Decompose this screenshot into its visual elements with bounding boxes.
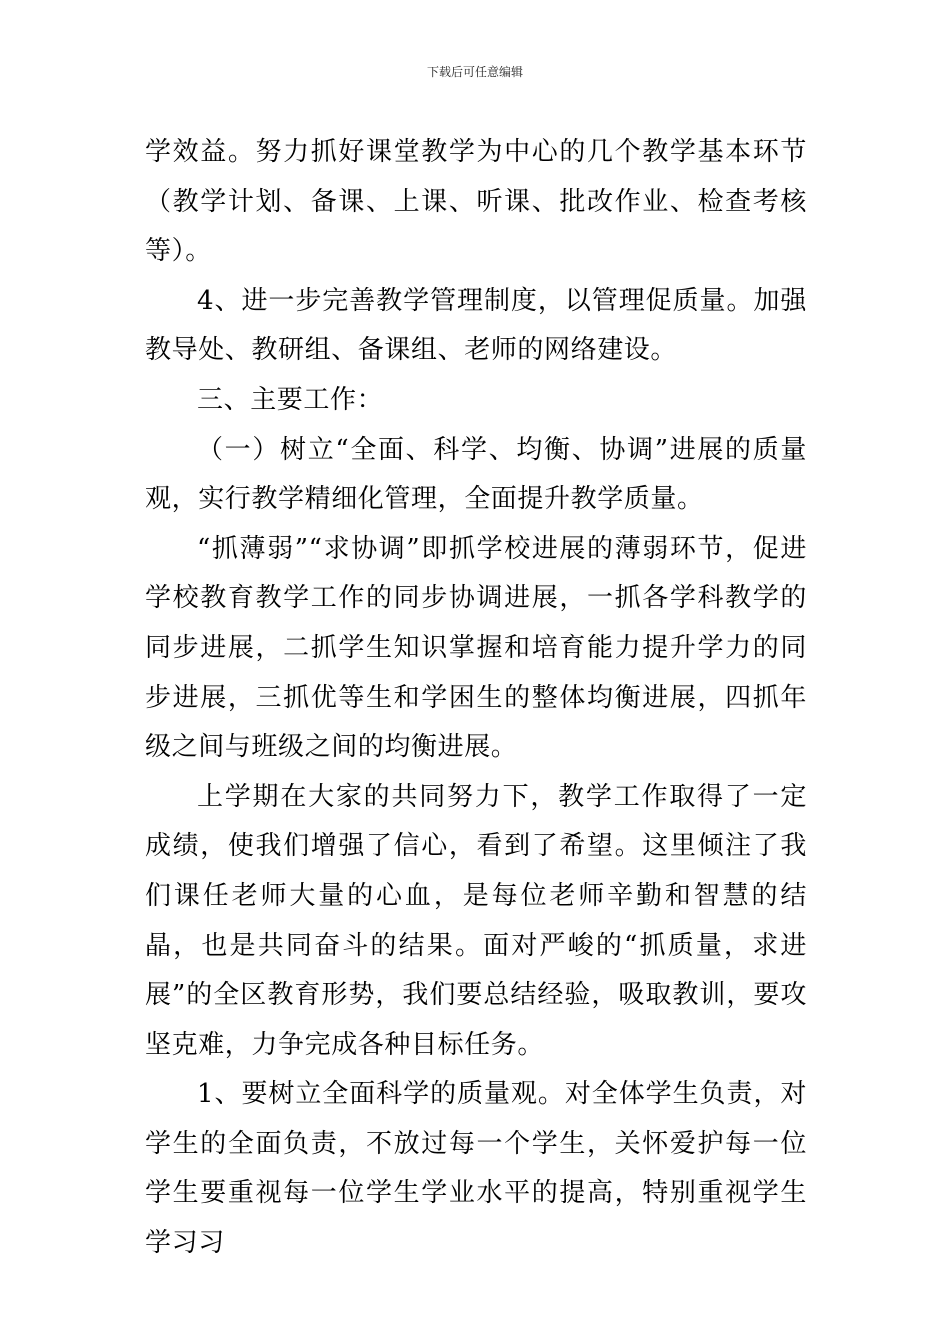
section-heading-main-work: 三、主要工作： — [197, 384, 384, 415]
document-body — [145, 128, 807, 1269]
paragraph-item-4: 4、进一步完善教学管理制度，以管理促质量。加强教导处、教研组、备课组、老师的网络建设。 — [145, 285, 807, 366]
paragraph-continuation: 学效益。努力抓好课堂教学为中心的几个教学基本环节（教学计划、备课、上课、听课、批改作业、检查考核等）。 — [145, 137, 807, 267]
paragraph-weak-links: “抓薄弱”“求协调”即抓学校进展的薄弱环节，促进学校教育教学工作的同步协调进展，一抓各学科教学的同步进展，二抓学生知识掌握和培育能力提升学力的同步进展，三抓优等生和学困生的整体均衡进展，四抓年级之间与班级之间的均衡进展。 — [145, 533, 807, 763]
subsection-heading-1: （一）树立“全面、科学、均衡、协调”进展的质量观，实行教学精细化管理，全面提升教学质量。 — [145, 434, 807, 515]
paragraph-item-1: 1、要树立全面科学的质量观。对全体学生负责，对学生的全面负责，不放过每一个学生，关怀爱护每一位学生要重视每一位学生学业水平的提高，特别重视学生学习习 — [145, 1079, 807, 1259]
page-header: 下载后可任意编辑 — [426, 65, 523, 79]
paragraph-last-semester: 上学期在大家的共同努力下，教学工作取得了一定成绩，使我们增强了信心，看到了希望。这里倾注了我们课任老师大量的心血，是每位老师辛勤和智慧的结晶，也是共同奋斗的结果。面对严峻的“抓质量，求进展”的全区教育形势，我们要总结经验，吸取教训，要攻坚克难，力争完成各种目标任务。 — [145, 781, 807, 1060]
